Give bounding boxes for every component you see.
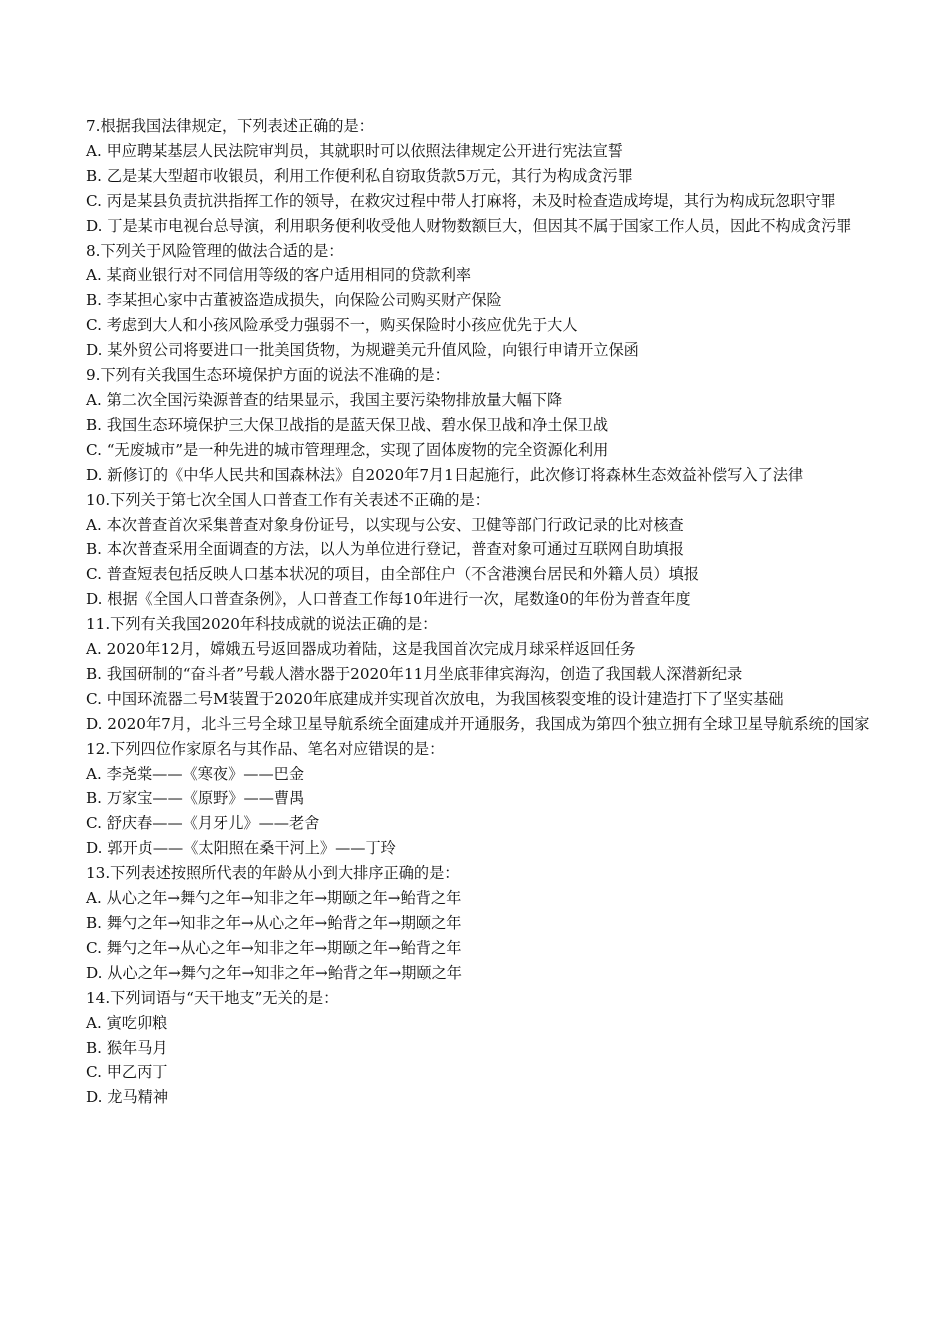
exam-page	[86, 114, 870, 1110]
question-stem: 8.下列关于风险管理的做法合适的是：	[86, 241, 344, 260]
question-stem: 14.下列词语与“天干地支”无关的是：	[86, 988, 339, 1007]
option-b: B. 猴年马月	[86, 1038, 168, 1057]
option-c: C. 普查短表包括反映人口基本状况的项目，由全部住户（不含港澳台居民和外籍人员）填报	[86, 565, 700, 584]
option-b: B. 万家宝——《原野》——曹禺	[86, 789, 305, 808]
option-a: A. 2020年12月，嫦娥五号返回器成功着陆，这是我国首次完成月球采样返回任务	[86, 640, 636, 659]
option-c: C. 舒庆春——《月牙儿》——老舍	[86, 814, 320, 833]
question-14	[86, 986, 870, 1111]
option-b: B. 我国生态环境保护三大保卫战指的是蓝天保卫战、碧水保卫战和净土保卫战	[86, 415, 609, 434]
option-a: A. 李尧棠——《寒夜》——巴金	[86, 764, 305, 783]
option-c: C. 丙是某县负责抗洪指挥工作的领导，在救灾过程中带人打麻将，未及时检查造成垮堤，其行为构成玩忽职守罪	[86, 191, 836, 210]
question-12	[86, 737, 870, 862]
option-b: B. 李某担心家中古董被盗造成损失，向保险公司购买财产保险	[86, 291, 502, 310]
option-d: D. 丁是某市电视台总导演，利用职务便利收受他人财物数额巨大，但因其不属于国家工作人员，因此不构成贪污罪	[86, 216, 852, 235]
option-d: D. 某外贸公司将要进口一批美国货物，为规避美元升值风险，向银行申请开立保函	[86, 341, 639, 360]
question-stem: 10.下列关于第七次全国人口普查工作有关表述不正确的是：	[86, 490, 490, 509]
option-b: B. 本次普查采用全面调查的方法，以人为单位进行登记，普查对象可通过互联网自助填报	[86, 540, 684, 559]
question-stem: 13.下列表述按照所代表的年龄从小到大排序正确的是：	[86, 864, 460, 883]
option-c: C. 舞勺之年→从心之年→知非之年→期颐之年→鲐背之年	[86, 938, 462, 957]
option-b: B. 我国研制的“奋斗者”号载人潜水器于2020年11月坐底菲律宾海沟，创造了我国载人深潜新纪录	[86, 664, 743, 683]
question-10	[86, 488, 870, 613]
option-d: D. 新修订的《中华人民共和国森林法》自2020年7月1日起施行，此次修订将森林生态效益补偿写入了法律	[86, 465, 804, 484]
option-c: C. 甲乙丙丁	[86, 1063, 168, 1082]
question-8	[86, 239, 870, 364]
option-a: A. 第二次全国污染源普查的结果显示，我国主要污染物排放量大幅下降	[86, 390, 563, 409]
question-stem: 7.根据我国法律规定，下列表述正确的是：	[86, 117, 374, 135]
option-a: A. 本次普查首次采集普查对象身份证号，以实现与公安、卫健等部门行政记录的比对核查	[86, 515, 684, 534]
option-a: A. 从心之年→舞勺之年→知非之年→期颐之年→鲐背之年	[86, 889, 462, 908]
option-c: C. 考虑到大人和小孩风险承受力强弱不一，购买保险时小孩应优先于大人	[86, 316, 578, 335]
option-a: A. 某商业银行对不同信用等级的客户适用相同的贷款利率	[86, 266, 472, 285]
option-d: D. 2020年7月，北斗三号全球卫星导航系统全面建成并开通服务，我国成为第四个独立拥有全球卫星导航系统的国家	[86, 714, 870, 733]
option-a: A. 寅吃卯粮	[86, 1013, 168, 1032]
option-d: D. 从心之年→舞勺之年→知非之年→鲐背之年→期颐之年	[86, 963, 462, 982]
option-b: B. 舞勺之年→知非之年→从心之年→鲐背之年→期颐之年	[86, 914, 462, 932]
option-a: A. 甲应聘某基层人民法院审判员，其就职时可以依照法律规定公开进行宪法宣誓	[86, 141, 623, 160]
option-b: B. 乙是某大型超市收银员，利用工作便利私自窃取货款5万元，其行为构成贪污罪	[86, 166, 633, 185]
question-stem: 12.下列四位作家原名与其作品、笔名对应错误的是：	[86, 739, 445, 758]
question-11	[86, 612, 870, 737]
option-c: C. “无废城市”是一种先进的城市管理理念，实现了固体废物的完全资源化利用	[86, 440, 609, 459]
option-d: D. 根据《全国人口普查条例》，人口普查工作每10年进行一次，尾数逢0的年份为普查年度	[86, 590, 691, 609]
question-stem: 11.下列有关我国2020年科技成就的说法正确的是：	[86, 615, 438, 634]
question-13	[86, 861, 870, 986]
question-7	[86, 114, 870, 239]
option-d: D. 龙马精神	[86, 1088, 169, 1107]
question-stem: 9.下列有关我国生态环境保护方面的说法不准确的是：	[86, 366, 450, 385]
option-c: C. 中国环流器二号M装置于2020年底建成并实现首次放电，为我国核裂变堆的设计建造打下了坚实基础	[86, 689, 784, 708]
option-d: D. 郭开贞——《太阳照在桑干河上》——丁玲	[86, 839, 396, 858]
question-9	[86, 363, 870, 488]
